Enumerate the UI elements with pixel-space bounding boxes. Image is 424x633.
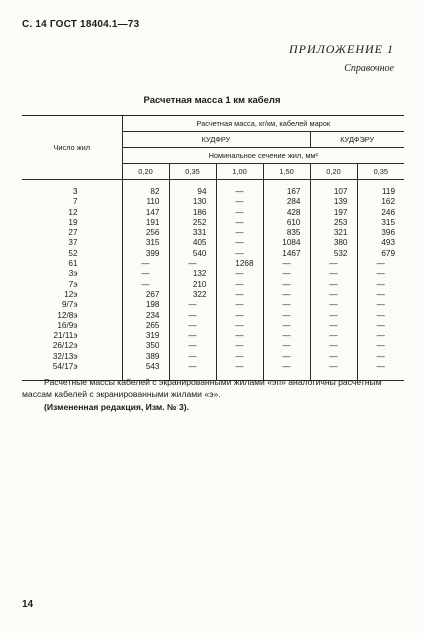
table-row	[22, 331, 404, 341]
table-row	[22, 238, 404, 248]
mass-cell: —	[169, 331, 216, 341]
mass-cell: —	[216, 269, 263, 279]
mass-cell: —	[263, 300, 310, 310]
mass-cell: —	[310, 362, 357, 381]
mass-cell: —	[310, 352, 357, 362]
mass-cell: 210	[169, 280, 216, 290]
mass-cell: —	[310, 259, 357, 269]
appendix-heading	[289, 42, 394, 74]
mass-cell: —	[216, 321, 263, 331]
mass-cell: 319	[122, 331, 169, 341]
mass-cell: —	[357, 331, 404, 341]
mass-cell: —	[357, 321, 404, 331]
mass-cell: —	[169, 300, 216, 310]
mass-cell: 1467	[263, 249, 310, 259]
cores-cell: 9/7э	[61, 300, 78, 310]
section-value: 1,00	[216, 164, 263, 180]
cores-cell: 12/8э	[57, 310, 78, 320]
table-row	[22, 352, 404, 362]
table-row	[22, 208, 404, 218]
mass-cell: —	[216, 341, 263, 351]
page-number: 14	[22, 599, 34, 610]
note-paragraph: Расчетные массы кабелей с экранированными жилами «эп» аналогичны расчетным массам кабелей с экранированными жилами «э».	[22, 377, 382, 399]
mass-cell: 405	[169, 238, 216, 248]
mass-cell: 315	[122, 238, 169, 248]
page-header: С. 14 ГОСТ 18404.1—73	[22, 19, 140, 30]
mass-cell: —	[263, 269, 310, 279]
mass-cell: 234	[122, 311, 169, 321]
mass-cell: —	[216, 331, 263, 341]
mass-cell: —	[216, 280, 263, 290]
mass-cell: 532	[310, 249, 357, 259]
mass-cell: —	[263, 259, 310, 269]
mass-cell: 493	[357, 238, 404, 248]
mass-cell: —	[216, 300, 263, 310]
cores-cell: 3	[72, 187, 78, 196]
mass-cell: 186	[169, 208, 216, 218]
mass-cell: 191	[122, 218, 169, 228]
mass-cell: —	[216, 352, 263, 362]
mass-cell: 107	[310, 180, 357, 198]
table-row	[22, 180, 404, 198]
cores-cell: 7	[72, 197, 78, 207]
cores-cell: 54/17э	[22, 362, 122, 381]
table-row	[22, 197, 404, 207]
mass-cell: 679	[357, 249, 404, 259]
cores-cell: 19	[68, 217, 78, 227]
mass-cell: —	[357, 269, 404, 279]
table-row	[22, 280, 404, 290]
table-row	[22, 269, 404, 279]
mass-cell: —	[216, 180, 263, 198]
mass-cell: 265	[122, 321, 169, 331]
mass-cell: 139	[310, 197, 357, 207]
mass-cell: —	[216, 208, 263, 218]
cores-cell: 12	[68, 207, 78, 217]
table-row	[22, 290, 404, 300]
cores-cell: 16/9э	[57, 320, 78, 330]
mass-cell: 82	[122, 180, 169, 198]
mass-cell: 256	[122, 228, 169, 238]
mass-cell: 1268	[216, 259, 263, 269]
cores-cell: 52	[68, 248, 78, 258]
mass-cell: —	[310, 300, 357, 310]
mass-cell: 543	[122, 362, 169, 381]
mass-cell: —	[310, 269, 357, 279]
brand-header: КУДФРУ	[122, 132, 310, 148]
mass-cell: —	[263, 321, 310, 331]
cores-cell: 27	[68, 228, 78, 238]
mass-cell: 322	[169, 290, 216, 300]
mass-header: Расчетная масса, кг/км, кабелей марок	[122, 116, 404, 132]
mass-cell: —	[216, 249, 263, 259]
section-value: 0,20	[310, 164, 357, 180]
mass-cell: 252	[169, 218, 216, 228]
brand-header: КУДФЭРУ	[310, 132, 404, 148]
mass-cell: 399	[122, 249, 169, 259]
mass-cell: 147	[122, 208, 169, 218]
mass-cell: —	[357, 259, 404, 269]
table-row	[22, 321, 404, 331]
mass-cell: —	[357, 341, 404, 351]
mass-cell: 380	[310, 238, 357, 248]
table-row	[22, 341, 404, 351]
mass-cell: —	[357, 300, 404, 310]
mass-cell: —	[357, 280, 404, 290]
mass-table	[22, 115, 404, 381]
mass-cell: 610	[263, 218, 310, 228]
cores-cell: 7э	[68, 279, 78, 289]
mass-cell: —	[216, 311, 263, 321]
mass-cell: —	[216, 238, 263, 248]
mass-cell: —	[310, 311, 357, 321]
mass-cell: 110	[122, 197, 169, 207]
mass-cell: —	[263, 290, 310, 300]
mass-cell: 315	[357, 218, 404, 228]
mass-cell: 540	[169, 249, 216, 259]
cores-cell: 3э	[68, 269, 78, 279]
mass-cell: —	[122, 280, 169, 290]
mass-cell: —	[216, 197, 263, 207]
mass-cell: —	[357, 290, 404, 300]
mass-cell: —	[216, 290, 263, 300]
mass-cell: —	[169, 341, 216, 351]
mass-cell: —	[263, 362, 310, 381]
cores-cell: 26/12э	[52, 341, 78, 351]
mass-cell: 835	[263, 228, 310, 238]
section-value: 1,50	[263, 164, 310, 180]
mass-cell: 1084	[263, 238, 310, 248]
mass-cell: —	[169, 259, 216, 269]
mass-cell: —	[357, 362, 404, 381]
mass-cell: —	[310, 290, 357, 300]
mass-cell: 396	[357, 228, 404, 238]
section-header: Номинальное сечение жил, мм²	[122, 148, 404, 164]
mass-cell: 284	[263, 197, 310, 207]
mass-cell: —	[357, 311, 404, 321]
appendix-title: ПРИЛОЖЕНИЕ 1	[289, 42, 394, 56]
mass-cell: 267	[122, 290, 169, 300]
mass-cell: —	[310, 331, 357, 341]
mass-cell: 350	[122, 341, 169, 351]
cores-cell: 12э	[64, 289, 78, 299]
mass-cell: 321	[310, 228, 357, 238]
mass-cell: 198	[122, 300, 169, 310]
section-value: 0,35	[169, 164, 216, 180]
mass-cell: 246	[357, 208, 404, 218]
mass-cell: —	[263, 280, 310, 290]
mass-cell: —	[169, 352, 216, 362]
mass-cell: —	[216, 218, 263, 228]
cores-cell: 61	[68, 259, 78, 269]
mass-cell: 94	[169, 180, 216, 198]
cores-cell: 37	[68, 238, 78, 248]
table-row	[22, 228, 404, 238]
table-row	[22, 259, 404, 269]
mass-cell: 331	[169, 228, 216, 238]
section-value: 0,35	[357, 164, 404, 180]
mass-cell: 197	[310, 208, 357, 218]
mass-cell: 428	[263, 208, 310, 218]
cores-header: Число жил	[22, 116, 122, 180]
mass-cell: —	[216, 228, 263, 238]
mass-cell: —	[122, 269, 169, 279]
change-note: (Измененная редакция, Изм. № 3).	[44, 402, 190, 412]
mass-cell: 162	[357, 197, 404, 207]
table-row	[22, 300, 404, 310]
mass-cell: —	[310, 321, 357, 331]
table-title: Расчетная масса 1 км кабеля	[143, 95, 281, 106]
mass-cell: —	[263, 331, 310, 341]
mass-cell: —	[122, 259, 169, 269]
mass-table-body	[22, 180, 404, 381]
cores-cell: 21/11э	[53, 331, 78, 341]
mass-cell: 253	[310, 218, 357, 228]
table-row	[22, 249, 404, 259]
table-row	[22, 218, 404, 228]
mass-cell: —	[169, 362, 216, 381]
mass-cell: 130	[169, 197, 216, 207]
mass-cell: —	[263, 311, 310, 321]
mass-cell: —	[310, 341, 357, 351]
mass-cell: 389	[122, 352, 169, 362]
table-row	[22, 311, 404, 321]
mass-cell: —	[263, 341, 310, 351]
mass-cell: 167	[263, 180, 310, 198]
mass-cell: —	[310, 280, 357, 290]
mass-cell: 132	[169, 269, 216, 279]
cores-cell: 32/13э	[52, 351, 78, 361]
mass-cell: —	[263, 352, 310, 362]
appendix-subtitle: Справочное	[344, 63, 394, 74]
mass-cell: —	[357, 352, 404, 362]
mass-cell: —	[169, 321, 216, 331]
section-value: 0,20	[122, 164, 169, 180]
mass-cell: —	[169, 311, 216, 321]
mass-cell: 119	[357, 180, 404, 198]
mass-cell: —	[216, 362, 263, 381]
